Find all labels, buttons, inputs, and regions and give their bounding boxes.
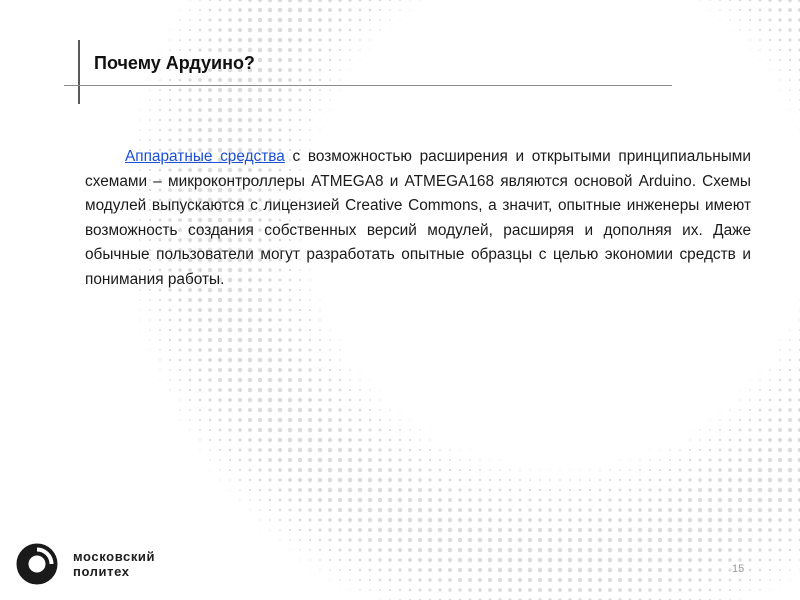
slide-title: Почему Ардуино? <box>94 53 255 73</box>
page-number: 15 <box>732 563 745 575</box>
logo-line-2: политех <box>73 564 130 579</box>
title-horizontal-rule <box>64 85 672 86</box>
university-logo <box>16 543 186 585</box>
hardware-link[interactable]: Аппаратные средства <box>125 148 285 165</box>
logo-line-1: московский <box>73 549 156 564</box>
logo-ring-icon <box>16 543 58 585</box>
logo-wordmark <box>73 549 155 579</box>
title-vertical-rule <box>78 40 80 104</box>
body-paragraph <box>85 145 751 292</box>
body-text: с возможностью расширения и открытыми принципиальными схемами – микроконтроллеры ATMEGA8 и ATMEGA168 являются основой Arduino. Схемы модулей выпускаются с лицензией Creative Commons, а значит, опытные инженеры имеют возможность создания собственных версий модулей, расширяя и дополняя их. Даже обычные пользователи могут разработать опытные образцы с целью экономии средств и понимания работы. <box>85 148 751 288</box>
